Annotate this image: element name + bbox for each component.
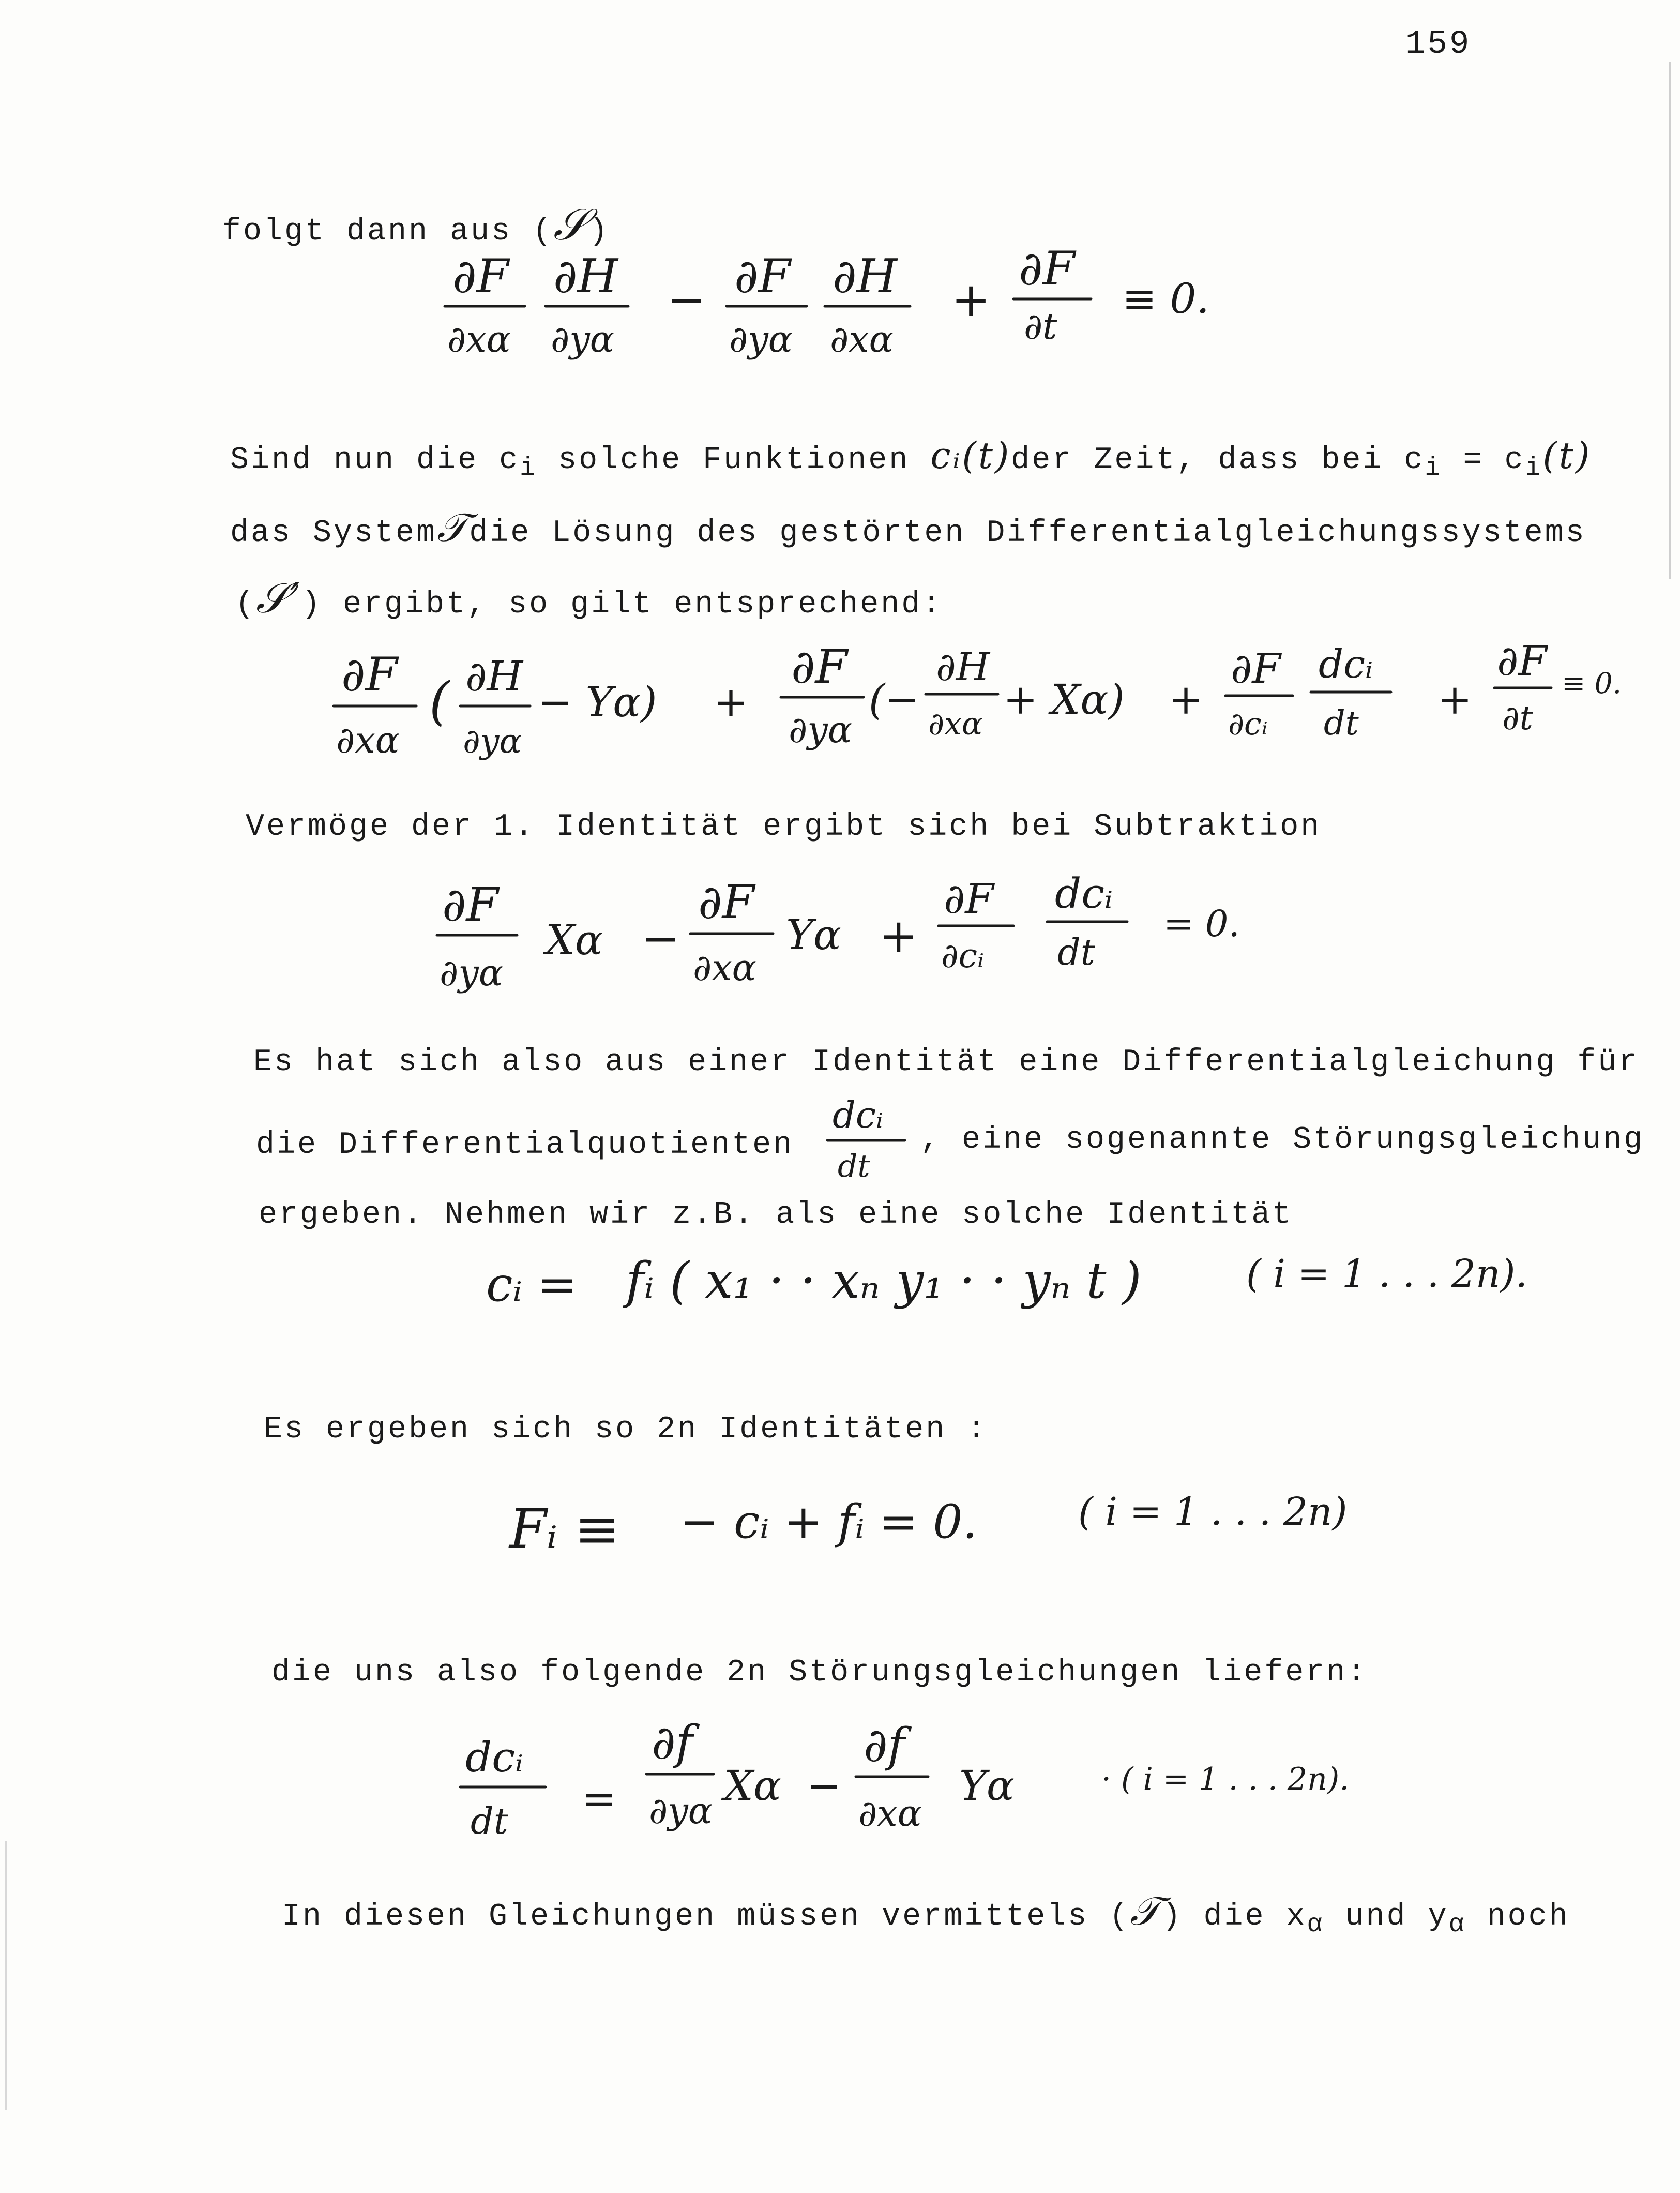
formula-1: [434, 243, 1272, 372]
f3-term: ∂cᵢ: [941, 937, 985, 975]
f2-term: + Xα): [1003, 675, 1125, 724]
f2-term: ∂xα: [928, 706, 983, 742]
f2-term: (−: [869, 675, 920, 724]
f5-rhs: − cᵢ + fᵢ = 0.: [680, 1495, 978, 1549]
text-line-7: die Differentialquotienten: [256, 1128, 794, 1163]
f1-term: ∂H: [833, 249, 898, 304]
f4-lhs: cᵢ =: [486, 1257, 578, 1312]
f3-end: = 0.: [1163, 903, 1240, 945]
f6-term: Yα: [959, 1762, 1015, 1810]
f2-term: ∂yα: [463, 722, 522, 761]
f1-term: ∂F: [734, 249, 791, 304]
inline-frac-den: dt: [838, 1148, 870, 1182]
scan-edge-line: [1669, 62, 1671, 579]
text-line-2: Sind nun die $c_i$ solche Funktionen cᵢ(t)der Zeit, dass bei $c_i = c_i(t)$: [230, 434, 1592, 483]
f1-end: ≡ 0.: [1122, 275, 1209, 323]
inline-fraction-dci-dt: [822, 1094, 920, 1182]
f2-term: (: [429, 671, 450, 731]
text-line-7b: , eine sogenannte Störungsgleichung: [920, 1122, 1645, 1158]
f2-term: ∂H: [936, 644, 990, 689]
f1-term: ∂t: [1024, 305, 1057, 348]
f2-term: ∂xα: [336, 719, 400, 761]
f1-term: ∂yα: [551, 318, 615, 361]
text-line-5: Vermöge der 1. Identität ergibt sich bei Subtraktion: [246, 809, 1322, 845]
f2-term: ∂F: [341, 648, 398, 702]
f3-op: −: [641, 911, 680, 966]
f6-term: Xα: [724, 1762, 781, 1810]
script-t-symbol: 𝒯: [1130, 1888, 1162, 1934]
f3-term: ∂F: [698, 875, 754, 929]
f2-term: ∂cᵢ: [1228, 706, 1268, 742]
f6-op: =: [582, 1775, 617, 1823]
formula-5: [509, 1490, 1569, 1583]
text-line-3: das System𝒯die Lösung des gestörten Differentialgleichungssystems: [230, 504, 1586, 551]
inline-frac-num: dcᵢ: [833, 1094, 884, 1136]
f3-term: ∂xα: [693, 947, 756, 989]
f6-op: −: [807, 1762, 842, 1810]
text-line-11: In diesen Gleichungen müssen vermittels (𝒯) die $x_\alpha$ und $y_\alpha$ noch: [282, 1888, 1570, 1940]
f3-term: Xα: [546, 916, 603, 964]
f1-term: ∂yα: [729, 318, 793, 361]
f2-op: +: [1169, 675, 1204, 724]
formula-3: [429, 869, 1319, 1003]
f2-term: ∂F: [791, 640, 847, 694]
f6-term: ∂f: [864, 1718, 905, 1773]
script-s-symbol: 𝒮: [553, 199, 589, 250]
script-s-prime-symbol: 𝒮′: [256, 574, 302, 622]
text-line-10: die uns also folgende 2n Störungsgleichungen liefern:: [271, 1655, 1368, 1690]
f1-term: ∂xα: [447, 318, 511, 361]
f4-rhs: fᵢ ( x₁ · · xₙ y₁ · · yₙ t ): [626, 1252, 1142, 1310]
handwritten-ci-t: cᵢ(t): [930, 434, 1011, 477]
text-line-8: ergeben. Nehmen wir z.B. als eine solche Identität: [259, 1197, 1293, 1233]
f2-term: − Yα): [538, 678, 657, 726]
f3-op: +: [879, 909, 918, 963]
f2-term: ∂t: [1502, 699, 1533, 738]
text-line-9: Es ergeben sich so 2n Identitäten :: [264, 1412, 988, 1447]
page-number: 159: [1405, 26, 1472, 63]
f6-term: dcᵢ: [465, 1733, 524, 1781]
f2-op: +: [1437, 675, 1473, 724]
f6-range: · ( i = 1 . . . 2n).: [1101, 1761, 1350, 1797]
f2-op: +: [714, 678, 749, 726]
f1-term: ∂F: [1019, 243, 1075, 296]
f4-range: ( i = 1 . . . 2n).: [1246, 1252, 1527, 1296]
text-line-6: Es hat sich also aus einer Identität eine Differentialgleichung für: [253, 1045, 1640, 1080]
f2-term: dcᵢ: [1319, 641, 1373, 687]
f6-term: dt: [471, 1800, 508, 1842]
f2-term: ∂H: [465, 652, 523, 700]
text-line-4: (𝒮′) ergibt, so gilt entsprechend:: [235, 574, 943, 622]
formula-4: [486, 1252, 1624, 1340]
f2-term: dt: [1324, 704, 1359, 743]
f5-lhs: Fᵢ ≡: [509, 1497, 620, 1560]
f2-term: ∂F: [1497, 637, 1547, 685]
f1-term: ∂xα: [830, 318, 894, 361]
f2-term: ∂yα: [789, 709, 853, 751]
script-t-symbol: 𝒯: [437, 504, 470, 550]
formula-6: [455, 1717, 1618, 1862]
text-line-1: folgt dann aus (𝒮): [222, 199, 610, 250]
formula-2: [331, 631, 1655, 771]
f6-term: ∂f: [652, 1717, 693, 1770]
f1-term: ∂F: [452, 249, 509, 304]
f3-term: ∂yα: [440, 952, 504, 994]
f5-range: ( i = 1 . . . 2n): [1078, 1490, 1348, 1534]
f2-end: ≡ 0.: [1562, 667, 1622, 700]
f6-term: ∂yα: [649, 1790, 713, 1832]
f2-term: ∂F: [1231, 644, 1281, 693]
f3-term: dcᵢ: [1055, 869, 1113, 918]
f1-op: −: [667, 273, 706, 327]
f3-term: Yα: [786, 911, 841, 959]
f1-op: +: [951, 273, 991, 327]
f6-term: ∂xα: [858, 1792, 922, 1835]
f3-term: ∂F: [944, 875, 994, 923]
scan-edge-line-left: [5, 1841, 7, 2110]
f3-term: ∂F: [442, 878, 498, 932]
f3-term: dt: [1057, 931, 1095, 973]
f1-term: ∂H: [553, 249, 618, 304]
